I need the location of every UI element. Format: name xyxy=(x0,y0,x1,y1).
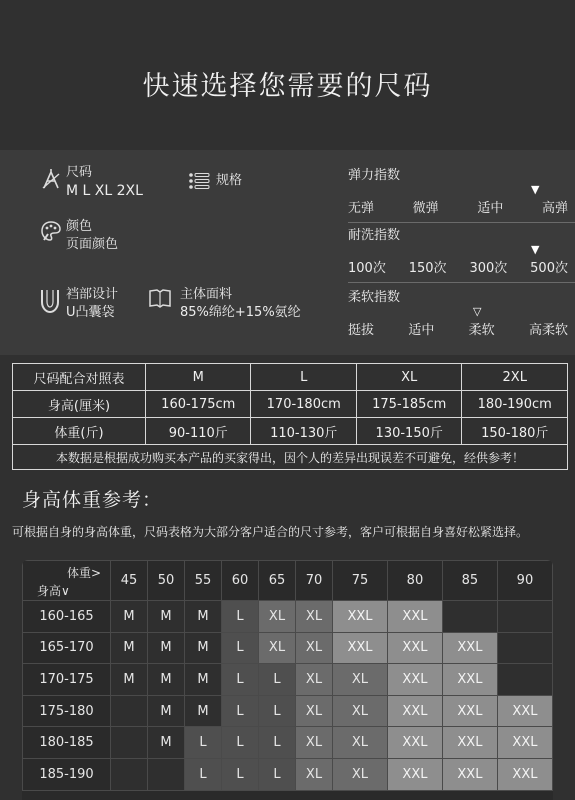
grid-corner xyxy=(23,561,111,601)
height-label-cell: 165-170 xyxy=(23,632,111,664)
size-cell: XXL xyxy=(387,632,442,664)
scale-title: 柔软指数 xyxy=(348,290,401,305)
size-cell: L xyxy=(222,695,259,727)
size-cell: L xyxy=(185,727,222,759)
color-label: 颜色 xyxy=(66,219,93,234)
weight-header-cell: 65 xyxy=(259,561,296,601)
wash-scale xyxy=(348,224,575,283)
size-cell: XXL xyxy=(442,758,497,790)
scale-option: 无弹 xyxy=(348,201,375,216)
table-header-cell: 尺码配合对照表 xyxy=(13,364,146,391)
list-icon xyxy=(188,171,210,195)
table-cell: 身高(厘米) xyxy=(13,391,146,418)
size-cell: M xyxy=(148,632,185,664)
size-cell: L xyxy=(222,758,259,790)
size-cell: L xyxy=(222,601,259,633)
height-label-cell: 180-185 xyxy=(23,727,111,759)
size-chart-table xyxy=(12,363,568,470)
table-row xyxy=(23,601,553,633)
size-cell xyxy=(497,632,552,664)
size-cell: L xyxy=(222,727,259,759)
size-cell: L xyxy=(259,664,296,696)
palette-icon xyxy=(40,220,62,246)
size-cell: L xyxy=(259,727,296,759)
size-cell: M xyxy=(185,695,222,727)
size-cell: M xyxy=(185,632,222,664)
design-feature xyxy=(66,286,118,322)
table-row xyxy=(13,418,568,445)
weight-header-cell: 60 xyxy=(222,561,259,601)
size-cell: XL xyxy=(333,727,388,759)
color-feature xyxy=(66,218,118,254)
table-row xyxy=(23,664,553,696)
table-cell: 90-110斤 xyxy=(146,418,251,445)
size-cell: XXL xyxy=(442,664,497,696)
weight-header-cell: 80 xyxy=(387,561,442,601)
weight-header-row xyxy=(23,561,553,601)
table-note-row xyxy=(13,445,568,470)
scale-option: 适中 xyxy=(477,201,504,216)
table-cell: 180-190cm xyxy=(462,391,568,418)
weight-header-cell: 70 xyxy=(296,561,333,601)
table-cell: 150-180斤 xyxy=(462,418,568,445)
weight-header-cell: 55 xyxy=(185,561,222,601)
height-weight-grid xyxy=(22,560,553,800)
size-cell: XXL xyxy=(442,695,497,727)
table-note: 本数据是根据成功购买本产品的买家得出，因个人的差异出现误差不可避免，经供参考！ xyxy=(13,445,568,470)
table-cell: 175-185cm xyxy=(356,391,461,418)
page-title: 快速选择您需要的尺码 xyxy=(142,71,433,102)
table-row xyxy=(23,727,553,759)
design-label: 裆部设计 xyxy=(66,287,119,302)
height-label-cell: 175-180 xyxy=(23,695,111,727)
size-cell: XXL xyxy=(497,727,552,759)
size-cell: M xyxy=(148,727,185,759)
size-cell xyxy=(111,758,148,790)
scale-option: 微弹 xyxy=(412,201,439,216)
size-cell: M xyxy=(185,601,222,633)
size-cell: XXL xyxy=(387,601,442,633)
height-label-cell: 185-190 xyxy=(23,758,111,790)
scale-option: 高弹 xyxy=(541,201,568,216)
size-feature xyxy=(66,164,143,200)
magnet-u-icon xyxy=(38,286,62,320)
size-cell: L xyxy=(222,664,259,696)
size-cell: XL xyxy=(296,758,333,790)
weight-header-cell: 50 xyxy=(148,561,185,601)
size-cell: XXL xyxy=(387,758,442,790)
size-cell: M xyxy=(185,664,222,696)
weight-header-cell: 90 xyxy=(497,561,552,601)
size-cell xyxy=(442,601,497,633)
height-weight-table xyxy=(22,560,553,791)
scale-divider xyxy=(348,282,575,283)
size-cell: XL xyxy=(296,695,333,727)
table-header-cell: 2XL xyxy=(462,364,568,391)
table-header-row xyxy=(13,364,568,391)
height-axis-label: 身高∨ xyxy=(37,584,70,598)
size-cell: XL xyxy=(259,632,296,664)
size-cell: XXL xyxy=(387,664,442,696)
size-cell: XXL xyxy=(333,601,388,633)
hanger-icon xyxy=(40,168,62,194)
size-cell: XL xyxy=(296,664,333,696)
weight-header-cell: 75 xyxy=(333,561,388,601)
selected-marker-icon: ▽ xyxy=(473,305,482,318)
design-value: U凸囊袋 xyxy=(66,305,115,320)
size-cell: XXL xyxy=(442,632,497,664)
table-row xyxy=(13,391,568,418)
height-label-cell: 170-175 xyxy=(23,664,111,696)
table-cell: 110-130斤 xyxy=(251,418,356,445)
size-cell xyxy=(111,727,148,759)
size-cell: XL xyxy=(333,758,388,790)
size-cell: XL xyxy=(333,664,388,696)
table-cell: 160-175cm xyxy=(146,391,251,418)
table-cell: 体重(斤) xyxy=(13,418,146,445)
elasticity-scale xyxy=(348,164,575,223)
color-value: 页面颜色 xyxy=(66,237,119,252)
size-cell: XXL xyxy=(387,695,442,727)
size-cell: XXL xyxy=(497,695,552,727)
book-icon xyxy=(148,288,172,312)
size-cell xyxy=(497,664,552,696)
size-cell xyxy=(148,758,185,790)
size-cell: XXL xyxy=(333,632,388,664)
height-label-cell: 160-165 xyxy=(23,601,111,633)
size-cell: M xyxy=(148,695,185,727)
size-cell xyxy=(497,601,552,633)
table-row xyxy=(23,758,553,790)
fabric-label: 主体面料 xyxy=(180,287,233,302)
scale-option: 挺拔 xyxy=(348,323,375,338)
table-cell: 170-180cm xyxy=(251,391,356,418)
fabric-value: 85%绵纶+15%氨纶 xyxy=(180,305,301,320)
scale-option: 100次 xyxy=(348,261,386,276)
softness-scale xyxy=(348,286,568,338)
scale-option: 柔软 xyxy=(468,323,495,338)
size-cell: M xyxy=(148,664,185,696)
spec-label: 规格 xyxy=(216,173,243,188)
reference-heading: 身高体重参考： xyxy=(22,489,163,511)
scale-option: 150次 xyxy=(408,261,447,276)
size-cell: XXL xyxy=(387,727,442,759)
size-cell: XL xyxy=(296,727,333,759)
selected-marker-icon: ▼ xyxy=(531,183,540,196)
size-cell: XL xyxy=(333,695,388,727)
weight-axis-label: 体重> xyxy=(67,566,102,580)
size-cell: L xyxy=(259,695,296,727)
scale-option: 高柔软 xyxy=(528,323,568,338)
scale-option: 适中 xyxy=(408,323,435,338)
scale-title: 耐洗指数 xyxy=(348,228,401,243)
table-header-cell: M xyxy=(146,364,251,391)
scale-divider xyxy=(348,222,575,223)
size-cell: L xyxy=(222,632,259,664)
scale-option: 300次 xyxy=(469,261,508,276)
size-cell: M xyxy=(148,601,185,633)
size-label: 尺码 xyxy=(66,165,93,180)
size-cell: XXL xyxy=(497,758,552,790)
size-value: M L XL 2XL xyxy=(66,183,143,199)
size-cell: XL xyxy=(296,632,333,664)
selected-marker-icon: ▼ xyxy=(531,243,540,256)
size-cell: XL xyxy=(259,601,296,633)
reference-description: 可根据自身的身高体重，尺码表格为大部分客户适合的尺寸参考，客户可根据自身喜好松紧选择。 xyxy=(12,525,529,539)
size-cell: L xyxy=(185,758,222,790)
weight-header-cell: 45 xyxy=(111,561,148,601)
scale-option: 500次 xyxy=(530,261,568,276)
table-header-cell: L xyxy=(251,364,356,391)
size-cell: L xyxy=(259,758,296,790)
weight-header-cell: 85 xyxy=(442,561,497,601)
size-cell xyxy=(111,695,148,727)
table-cell: 130-150斤 xyxy=(356,418,461,445)
size-cell: XL xyxy=(296,601,333,633)
table-header-cell: XL xyxy=(356,364,461,391)
size-cell: M xyxy=(111,632,148,664)
table-row xyxy=(23,695,553,727)
size-cell: XXL xyxy=(442,727,497,759)
scale-title: 弹力指数 xyxy=(348,168,401,183)
size-cell: M xyxy=(111,664,148,696)
table-row xyxy=(23,632,553,664)
size-cell: M xyxy=(111,601,148,633)
fabric-feature xyxy=(180,286,301,322)
